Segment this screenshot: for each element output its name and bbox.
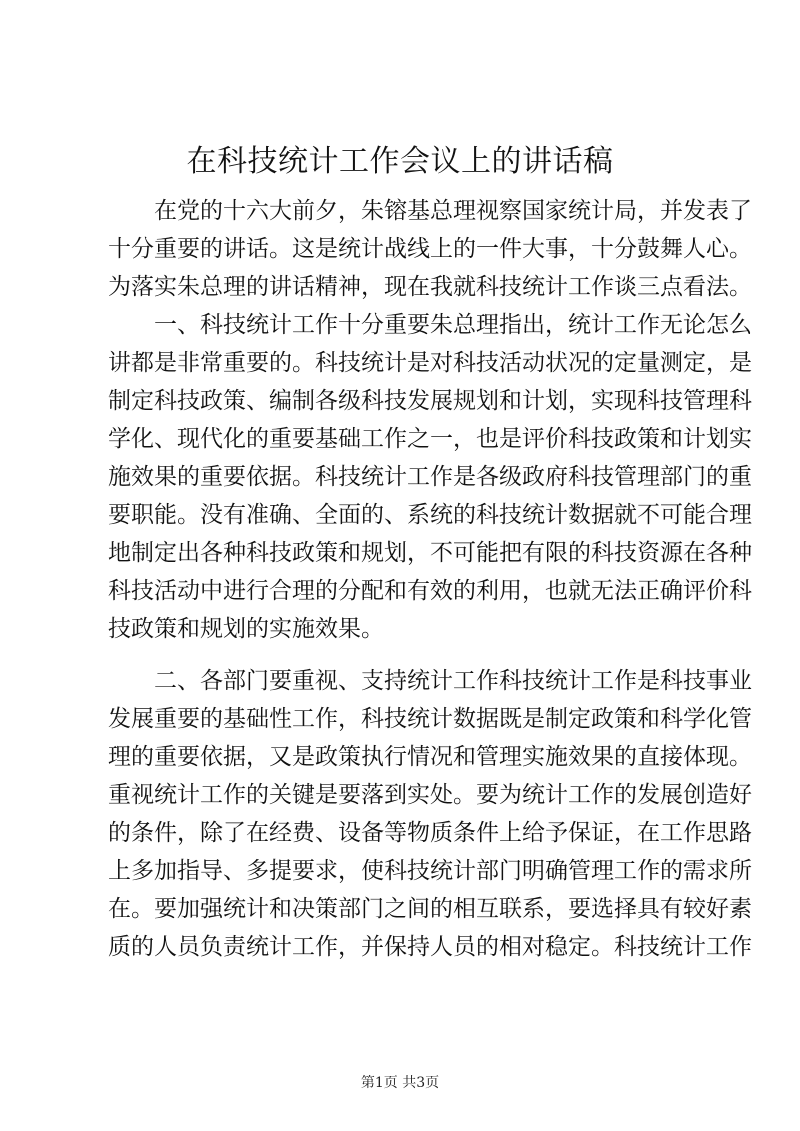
paragraph-2-line-1: 一、科技统计工作十分重要朱总理指出，统计工作无论怎么 (154, 312, 752, 338)
paragraph-3-line-1: 二、各部门要重视、支持统计工作科技统计工作是科技事业 (154, 668, 752, 694)
paragraph-3-line-3: 理的重要依据，又是政策执行情况和管理实施效果的直接体现。 (108, 744, 752, 770)
paragraph-3-line-2: 发展重要的基础性工作，科技统计数据既是制定政策和科学化管 (108, 706, 752, 732)
paragraph-2-line-7: 地制定出各种科技政策和规划，不可能把有限的科技资源在各种 (108, 540, 752, 566)
paragraph-1-line-3: 为落实朱总理的讲话精神，现在我就科技统计工作谈三点看法。 (108, 274, 752, 300)
paragraph-3-line-4: 重视统计工作的关键是要落到实处。要为统计工作的发展创造好 (108, 782, 752, 808)
paragraph-2-line-2: 讲都是非常重要的。科技统计是对科技活动状况的定量测定，是 (108, 350, 752, 376)
document-title: 在科技统计工作会议上的讲话稿 (186, 144, 614, 179)
page-footer: 第1页 共3页 (360, 1075, 440, 1091)
paragraph-3-line-5: 的条件，除了在经费、设备等物质条件上给予保证，在工作思路 (108, 820, 752, 846)
paragraph-2-line-3: 制定科技政策、编制各级科技发展规划和计划，实现科技管理科 (108, 388, 752, 414)
paragraph-2-line-4: 学化、现代化的重要基础工作之一，也是评价科技政策和计划实 (108, 426, 752, 452)
paragraph-2-line-6: 要职能。没有准确、全面的、系统的科技统计数据就不可能合理 (108, 502, 752, 528)
paragraph-1-line-2: 十分重要的讲话。这是统计战线上的一件大事，十分鼓舞人心。 (108, 236, 752, 262)
paragraph-2-line-5: 施效果的重要依据。科技统计工作是各级政府科技管理部门的重 (108, 464, 752, 490)
paragraph-2-line-8: 科技活动中进行合理的分配和有效的利用，也就无法正确评价科 (108, 578, 752, 604)
paragraph-1-line-1: 在党的十六大前夕，朱镕基总理视察国家统计局，并发表了 (154, 198, 752, 224)
paragraph-3-line-6: 上多加指导、多提要求，使科技统计部门明确管理工作的需求所 (108, 858, 752, 884)
paragraph-3-line-7: 在。要加强统计和决策部门之间的相互联系，要选择具有较好素 (108, 896, 752, 922)
paragraph-2-line-9: 技政策和规划的实施效果。 (108, 616, 384, 642)
paragraph-3-line-8: 质的人员负责统计工作，并保持人员的相对稳定。科技统计工作 (108, 934, 752, 960)
